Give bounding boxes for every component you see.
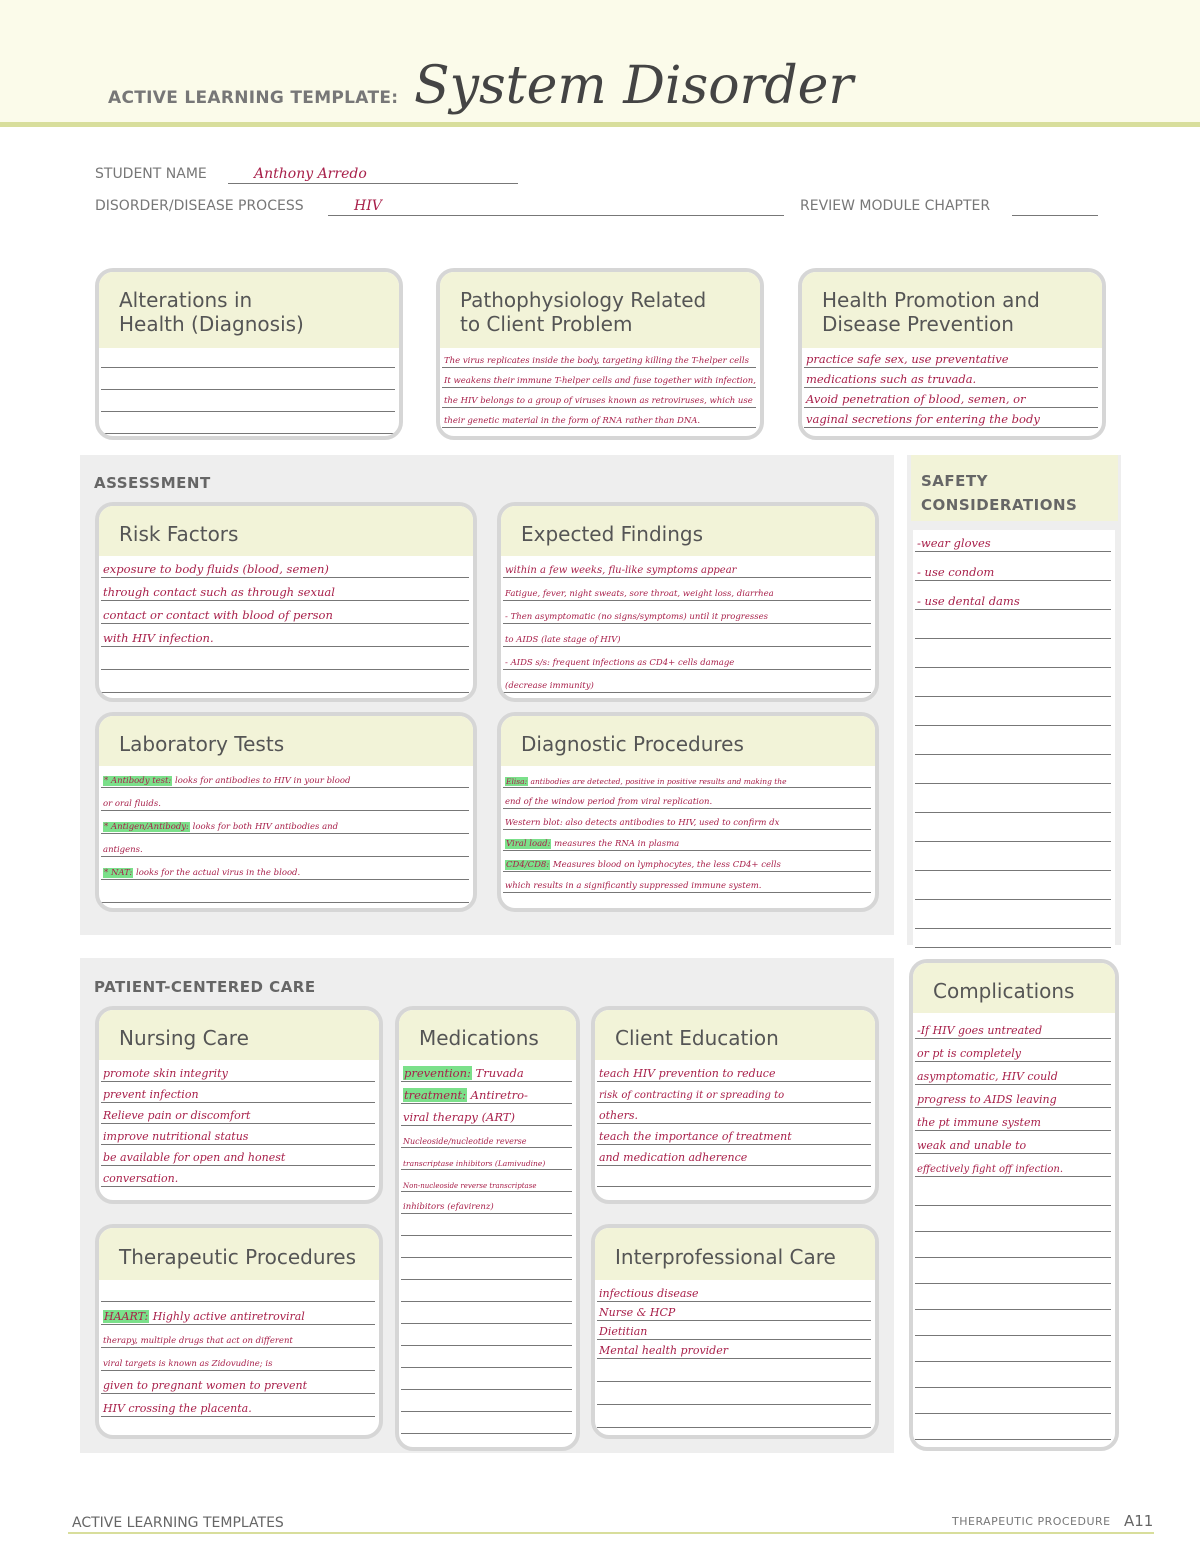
line-text: inhibitors (efavirenz) <box>403 1202 494 1212</box>
handwritten-text: -If HIV goes untreated <box>917 1024 1043 1037</box>
diagnostic-procedures-title: Diagnostic Procedures <box>521 732 744 756</box>
write-line[interactable] <box>401 1082 572 1104</box>
handwritten-text <box>103 1336 293 1346</box>
write-line[interactable] <box>401 1236 572 1258</box>
alterations-title-2: Health (Diagnosis) <box>119 312 304 336</box>
medications-header <box>399 1010 576 1060</box>
write-line[interactable] <box>597 1383 871 1405</box>
line-text: looks for both HIV antibodies and <box>189 822 339 832</box>
handwritten-text <box>103 845 143 855</box>
write-line[interactable] <box>401 1148 572 1170</box>
write-line[interactable] <box>101 390 395 412</box>
footer-right: THERAPEUTIC PROCEDURE <box>952 1515 1111 1528</box>
pathophysiology-header <box>440 272 760 348</box>
write-line[interactable] <box>401 1324 572 1346</box>
write-line[interactable] <box>915 791 1111 813</box>
handwritten-text <box>103 776 350 786</box>
laboratory-tests-box <box>95 712 477 912</box>
handwritten-text: medications such as truvada. <box>806 372 977 386</box>
handwritten-text <box>103 868 300 878</box>
write-line[interactable] <box>915 675 1111 697</box>
handwritten-text: through contact such as through sexual <box>103 585 335 599</box>
write-line[interactable] <box>915 1340 1111 1362</box>
line-text: Measures blood on lymphocytes, the less CD4+ cells <box>550 860 781 870</box>
handwritten-text: effectively fight off infection. <box>917 1164 1064 1175</box>
write-line[interactable] <box>503 625 871 647</box>
highlighted-term: * Antigen/Antibody: <box>104 822 189 832</box>
write-line[interactable] <box>915 762 1111 784</box>
write-line[interactable] <box>503 808 871 830</box>
handwritten-text <box>505 839 679 849</box>
footer-page-number: A11 <box>1124 1512 1154 1530</box>
line-text: end of the window period from viral replication. <box>505 797 713 807</box>
handwritten-text: -wear gloves <box>917 536 991 550</box>
footer-left: ACTIVE LEARNING TEMPLATES <box>72 1515 284 1531</box>
line-text: Antiretro- <box>467 1088 528 1102</box>
write-line[interactable] <box>804 386 1098 408</box>
handwritten-text: improve nutritional status <box>103 1130 249 1143</box>
write-line[interactable] <box>597 1360 871 1382</box>
write-line[interactable] <box>401 1412 572 1434</box>
handwritten-text: progress to AIDS leaving <box>917 1093 1057 1106</box>
handwritten-text: - Then asymptomatic (no signs/symptoms) until it progresses <box>505 612 768 622</box>
write-line[interactable] <box>401 1258 572 1280</box>
handwritten-text <box>505 777 787 786</box>
write-line[interactable] <box>503 579 871 601</box>
write-line[interactable] <box>401 1104 572 1126</box>
handwritten-text: conversation. <box>103 1172 179 1185</box>
handwritten-text <box>403 1088 528 1102</box>
write-line[interactable] <box>915 704 1111 726</box>
write-line[interactable] <box>401 1346 572 1368</box>
line-text: therapy, multiple drugs that act on different <box>103 1336 293 1346</box>
expected-findings-box <box>497 502 879 702</box>
write-line[interactable] <box>101 1395 375 1417</box>
handwritten-text: be available for open and honest <box>103 1151 286 1164</box>
write-line[interactable] <box>101 671 469 693</box>
client-education-title: Client Education <box>615 1026 779 1050</box>
handwritten-text <box>505 818 779 828</box>
write-line[interactable] <box>101 579 469 601</box>
handwritten-text: teach HIV prevention to reduce <box>599 1067 776 1080</box>
highlighted-term: HAART: <box>104 1310 149 1323</box>
risk-factors-title: Risk Factors <box>119 522 239 546</box>
write-line[interactable] <box>915 820 1111 842</box>
write-line[interactable] <box>915 617 1111 639</box>
handwritten-text: to AIDS (late stage of HIV) <box>505 635 621 645</box>
write-line[interactable] <box>915 646 1111 668</box>
therapeutic-procedures-title: Therapeutic Procedures <box>119 1245 357 1269</box>
write-line[interactable] <box>401 1368 572 1390</box>
complications-box <box>909 959 1119 1451</box>
line-text: measures the RNA in plasma <box>551 839 680 849</box>
write-line[interactable] <box>915 733 1111 755</box>
template-title: System Disorder <box>414 56 854 116</box>
highlighted-term: * Antibody test: <box>104 776 172 786</box>
write-line[interactable] <box>915 1262 1111 1284</box>
write-line[interactable] <box>503 871 871 893</box>
handwritten-text: It weakens their immune T-helper cells and fuse together with infection, <box>444 376 756 386</box>
handwritten-text: the pt immune system <box>917 1116 1041 1129</box>
write-line[interactable] <box>101 1165 375 1187</box>
write-line[interactable] <box>597 1102 871 1124</box>
write-line[interactable] <box>101 766 469 788</box>
write-line[interactable] <box>597 1081 871 1103</box>
client-education-header <box>595 1010 875 1060</box>
handwritten-text <box>403 1159 545 1168</box>
disorder-value: HIV <box>354 198 382 214</box>
nursing-care-title: Nursing Care <box>119 1026 249 1050</box>
write-line[interactable] <box>597 1123 871 1145</box>
health-promotion-title-1: Health Promotion and <box>822 288 1040 312</box>
write-line[interactable] <box>915 926 1111 948</box>
handwritten-text: The virus replicates inside the body, targeting killing the T-helper cells <box>444 356 749 366</box>
health-promotion-title-2: Disease Prevention <box>822 312 1014 336</box>
laboratory-tests-header <box>99 716 473 766</box>
write-line[interactable] <box>915 1288 1111 1310</box>
write-line[interactable] <box>101 1280 375 1302</box>
line-text: Highly active antiretroviral <box>149 1310 305 1323</box>
line-text: viral therapy (ART) <box>403 1110 515 1124</box>
write-line[interactable] <box>401 1126 572 1148</box>
write-line[interactable] <box>401 1192 572 1214</box>
write-line[interactable] <box>101 602 469 624</box>
write-line[interactable] <box>101 812 469 834</box>
nursing-care-header <box>99 1010 379 1060</box>
interprofessional-care-header <box>595 1228 875 1280</box>
handwritten-text: others. <box>599 1109 639 1122</box>
write-line[interactable] <box>915 1017 1111 1039</box>
write-line[interactable] <box>442 346 756 368</box>
write-line[interactable] <box>804 366 1098 388</box>
expected-findings-header <box>501 506 875 556</box>
highlighted-term: Viral load: <box>506 839 551 849</box>
handwritten-text: contact or contact with blood of person <box>103 608 333 622</box>
write-line[interactable] <box>442 386 756 408</box>
write-line[interactable] <box>503 787 871 809</box>
write-line[interactable] <box>101 412 395 434</box>
highlighted-term: treatment: <box>404 1088 467 1102</box>
write-line[interactable] <box>101 1081 375 1103</box>
write-line[interactable] <box>101 1372 375 1394</box>
review-module-field[interactable] <box>1012 198 1098 216</box>
write-line[interactable] <box>503 850 871 872</box>
handwritten-text: their genetic material in the form of RNA rather than DNA. <box>444 416 701 426</box>
write-line[interactable] <box>101 556 469 578</box>
highlighted-term: * NAT: <box>104 868 133 878</box>
line-text: Non-nucleoside reverse transcriptase <box>403 1182 537 1190</box>
health-promotion-header <box>802 272 1102 348</box>
line-text: HIV crossing the placenta. <box>103 1402 252 1415</box>
handwritten-text <box>505 860 781 870</box>
health-promotion-box <box>798 268 1106 440</box>
write-line[interactable] <box>597 1144 871 1166</box>
write-line[interactable] <box>597 1165 871 1187</box>
write-line[interactable] <box>401 1060 572 1082</box>
write-line[interactable] <box>915 1314 1111 1336</box>
review-module-label: REVIEW MODULE CHAPTER <box>800 198 991 214</box>
footer-rule <box>68 1532 1154 1534</box>
write-line[interactable] <box>915 1109 1111 1131</box>
write-line[interactable] <box>503 602 871 624</box>
write-line[interactable] <box>915 1210 1111 1232</box>
highlighted-term: Elisa: <box>506 777 528 786</box>
highlighted-term: prevention: <box>404 1066 471 1080</box>
handwritten-text: - AIDS s/s: frequent infections as CD4+ cells damage <box>505 658 735 668</box>
write-line[interactable] <box>101 881 469 903</box>
handwritten-text: (decrease immunity) <box>505 681 594 691</box>
write-line[interactable] <box>101 368 395 390</box>
write-line[interactable] <box>915 1236 1111 1258</box>
client-education-box <box>591 1006 879 1204</box>
handwritten-text <box>103 1379 307 1392</box>
handwritten-text: risk of contracting it or spreading to <box>599 1090 785 1101</box>
handwritten-text: vaginal secretions for entering the body <box>806 412 1040 426</box>
write-line[interactable] <box>503 556 871 578</box>
therapeutic-procedures-header <box>99 1228 379 1280</box>
write-line[interactable] <box>101 1418 375 1439</box>
safety-title-1: SAFETY <box>921 472 988 490</box>
write-line[interactable] <box>401 1390 572 1412</box>
handwritten-text: Mental health provider <box>599 1344 728 1357</box>
write-line[interactable] <box>101 1060 375 1082</box>
interprofessional-care-box <box>591 1224 879 1439</box>
write-line[interactable] <box>915 849 1111 871</box>
nursing-care-box <box>95 1006 383 1204</box>
write-line[interactable] <box>101 789 469 811</box>
write-line[interactable] <box>597 1406 871 1428</box>
write-line[interactable] <box>442 366 756 388</box>
handwritten-text <box>403 1066 524 1080</box>
write-line[interactable] <box>101 1326 375 1348</box>
pathophysiology-box <box>436 268 764 440</box>
diagnostic-procedures-header <box>501 716 875 766</box>
handwritten-text <box>403 1110 515 1124</box>
therapeutic-procedures-box <box>95 1224 383 1439</box>
handwritten-text: infectious disease <box>599 1287 699 1300</box>
handwritten-text <box>103 1402 252 1415</box>
write-line[interactable] <box>401 1302 572 1324</box>
safety-title-2: CONSIDERATIONS <box>921 496 1078 514</box>
pathophysiology-title-2: to Client Problem <box>460 312 633 336</box>
handwritten-text: weak and unable to <box>917 1139 1027 1152</box>
write-line[interactable] <box>915 1418 1111 1440</box>
write-line[interactable] <box>101 625 469 647</box>
handwritten-text <box>403 1202 494 1212</box>
highlighted-term: CD4/CD8: <box>506 860 550 870</box>
patient-care-title: PATIENT-CENTERED CARE <box>94 978 316 996</box>
write-line[interactable] <box>804 406 1098 428</box>
write-line[interactable] <box>597 1337 871 1359</box>
write-line[interactable] <box>503 648 871 670</box>
handwritten-text: Relieve pain or discomfort <box>103 1109 251 1122</box>
write-line[interactable] <box>915 559 1111 581</box>
medications-box <box>395 1006 580 1451</box>
write-line[interactable] <box>101 835 469 857</box>
laboratory-tests-title: Laboratory Tests <box>119 732 285 756</box>
write-line[interactable] <box>101 1123 375 1145</box>
line-text: looks for antibodies to HIV in your blood <box>172 776 351 786</box>
line-text: Truvada <box>471 1066 524 1080</box>
complications-header <box>913 963 1115 1013</box>
write-line[interactable] <box>101 1102 375 1124</box>
handwritten-text <box>505 881 762 891</box>
handwritten-text: asymptomatic, HIV could <box>917 1070 1058 1083</box>
risk-factors-box <box>95 502 477 702</box>
write-line[interactable] <box>915 1040 1111 1062</box>
disorder-label: DISORDER/DISEASE PROCESS <box>95 198 304 214</box>
student-name-value: Anthony Arredo <box>254 166 367 182</box>
write-line[interactable] <box>915 1155 1111 1177</box>
handwritten-text: - use dental dams <box>917 594 1020 608</box>
alterations-header <box>99 272 399 348</box>
write-line[interactable] <box>915 588 1111 610</box>
write-line[interactable] <box>401 1214 572 1236</box>
handwritten-text <box>403 1137 527 1146</box>
handwritten-text: and medication adherence <box>599 1151 748 1164</box>
disorder-field[interactable] <box>328 198 784 216</box>
line-text: or oral fluids. <box>103 799 161 809</box>
complications-title: Complications <box>933 979 1075 1003</box>
line-text: antibodies are detected, positive in positive results and making the <box>528 777 787 786</box>
handwritten-text <box>103 799 161 809</box>
write-line[interactable] <box>915 530 1111 552</box>
write-line[interactable] <box>503 766 871 788</box>
write-line[interactable] <box>915 1132 1111 1154</box>
handwritten-text <box>103 822 338 832</box>
handwritten-text: practice safe sex, use preventative <box>806 352 1009 366</box>
interprofessional-care-title: Interprofessional Care <box>615 1245 836 1269</box>
write-line[interactable] <box>915 1063 1111 1085</box>
write-line[interactable] <box>442 406 756 428</box>
write-line[interactable] <box>101 1144 375 1166</box>
write-line[interactable] <box>915 1366 1111 1388</box>
handwritten-text <box>103 1310 305 1323</box>
handwritten-text: within a few weeks, flu-like symptoms appear <box>505 565 737 576</box>
handwritten-text <box>505 797 712 807</box>
diagnostic-procedures-box <box>497 712 879 912</box>
handwritten-text: or pt is completely <box>917 1047 1021 1060</box>
line-text: antigens. <box>103 845 143 855</box>
line-text: given to pregnant women to prevent <box>103 1379 308 1392</box>
handwritten-text <box>103 1359 272 1369</box>
safety-header <box>911 455 1118 521</box>
handwritten-text <box>403 1182 536 1190</box>
assessment-title: ASSESSMENT <box>94 474 211 492</box>
line-text: Western blot: also detects antibodies to HIV, used to confirm dx <box>505 818 780 828</box>
handwritten-text: with HIV infection. <box>103 631 214 645</box>
alterations-box <box>95 268 403 440</box>
handwritten-text: - use condom <box>917 565 995 579</box>
line-text: viral targets is known as Zidovudine; is <box>103 1359 273 1369</box>
alterations-title-1: Alterations in <box>119 288 253 312</box>
write-line[interactable] <box>503 829 871 851</box>
write-line[interactable] <box>101 858 469 880</box>
handwritten-text: Nurse & HCP <box>599 1306 676 1319</box>
student-name-field[interactable] <box>228 166 518 184</box>
handwritten-text: exposure to body fluids (blood, semen) <box>103 562 329 576</box>
write-line[interactable] <box>915 1392 1111 1414</box>
write-line[interactable] <box>804 346 1098 368</box>
template-label: ACTIVE LEARNING TEMPLATE: <box>108 88 399 108</box>
write-line[interactable] <box>915 1086 1111 1108</box>
line-text: which results in a significantly suppressed immune system. <box>505 881 762 891</box>
header-rule <box>0 122 1200 127</box>
student-name-label: STUDENT NAME <box>95 166 207 182</box>
medications-title: Medications <box>419 1026 539 1050</box>
write-line[interactable] <box>101 1303 375 1325</box>
handwritten-text: Avoid penetration of blood, semen, or <box>806 392 1026 406</box>
write-line[interactable] <box>503 671 871 693</box>
write-line[interactable] <box>101 1349 375 1371</box>
expected-findings-title: Expected Findings <box>521 522 703 546</box>
handwritten-text: the HIV belongs to a group of viruses known as retroviruses, which use <box>444 396 753 406</box>
write-line[interactable] <box>915 1184 1111 1206</box>
safety-lines <box>913 530 1115 950</box>
risk-factors-header <box>99 506 473 556</box>
line-text: Nucleoside/nucleotide reverse <box>403 1137 527 1146</box>
line-text: transcriptase inhibitors (Lamivudine) <box>403 1159 546 1168</box>
write-line[interactable] <box>597 1060 871 1082</box>
handwritten-text: prevent infection <box>103 1088 199 1101</box>
handwritten-text: Fatigue, fever, night sweats, sore throat, weight loss, diarrhea <box>505 589 774 599</box>
handwritten-text: promote skin integrity <box>103 1067 228 1080</box>
handwritten-text: teach the importance of treatment <box>599 1130 792 1143</box>
pathophysiology-title-1: Pathophysiology Related <box>460 288 707 312</box>
handwritten-text: Dietitian <box>599 1325 648 1338</box>
write-line[interactable] <box>101 346 395 368</box>
write-line[interactable] <box>101 648 469 670</box>
write-line[interactable] <box>915 878 1111 900</box>
line-text: looks for the actual virus in the blood. <box>133 868 301 878</box>
write-line[interactable] <box>401 1280 572 1302</box>
write-line[interactable] <box>401 1170 572 1192</box>
